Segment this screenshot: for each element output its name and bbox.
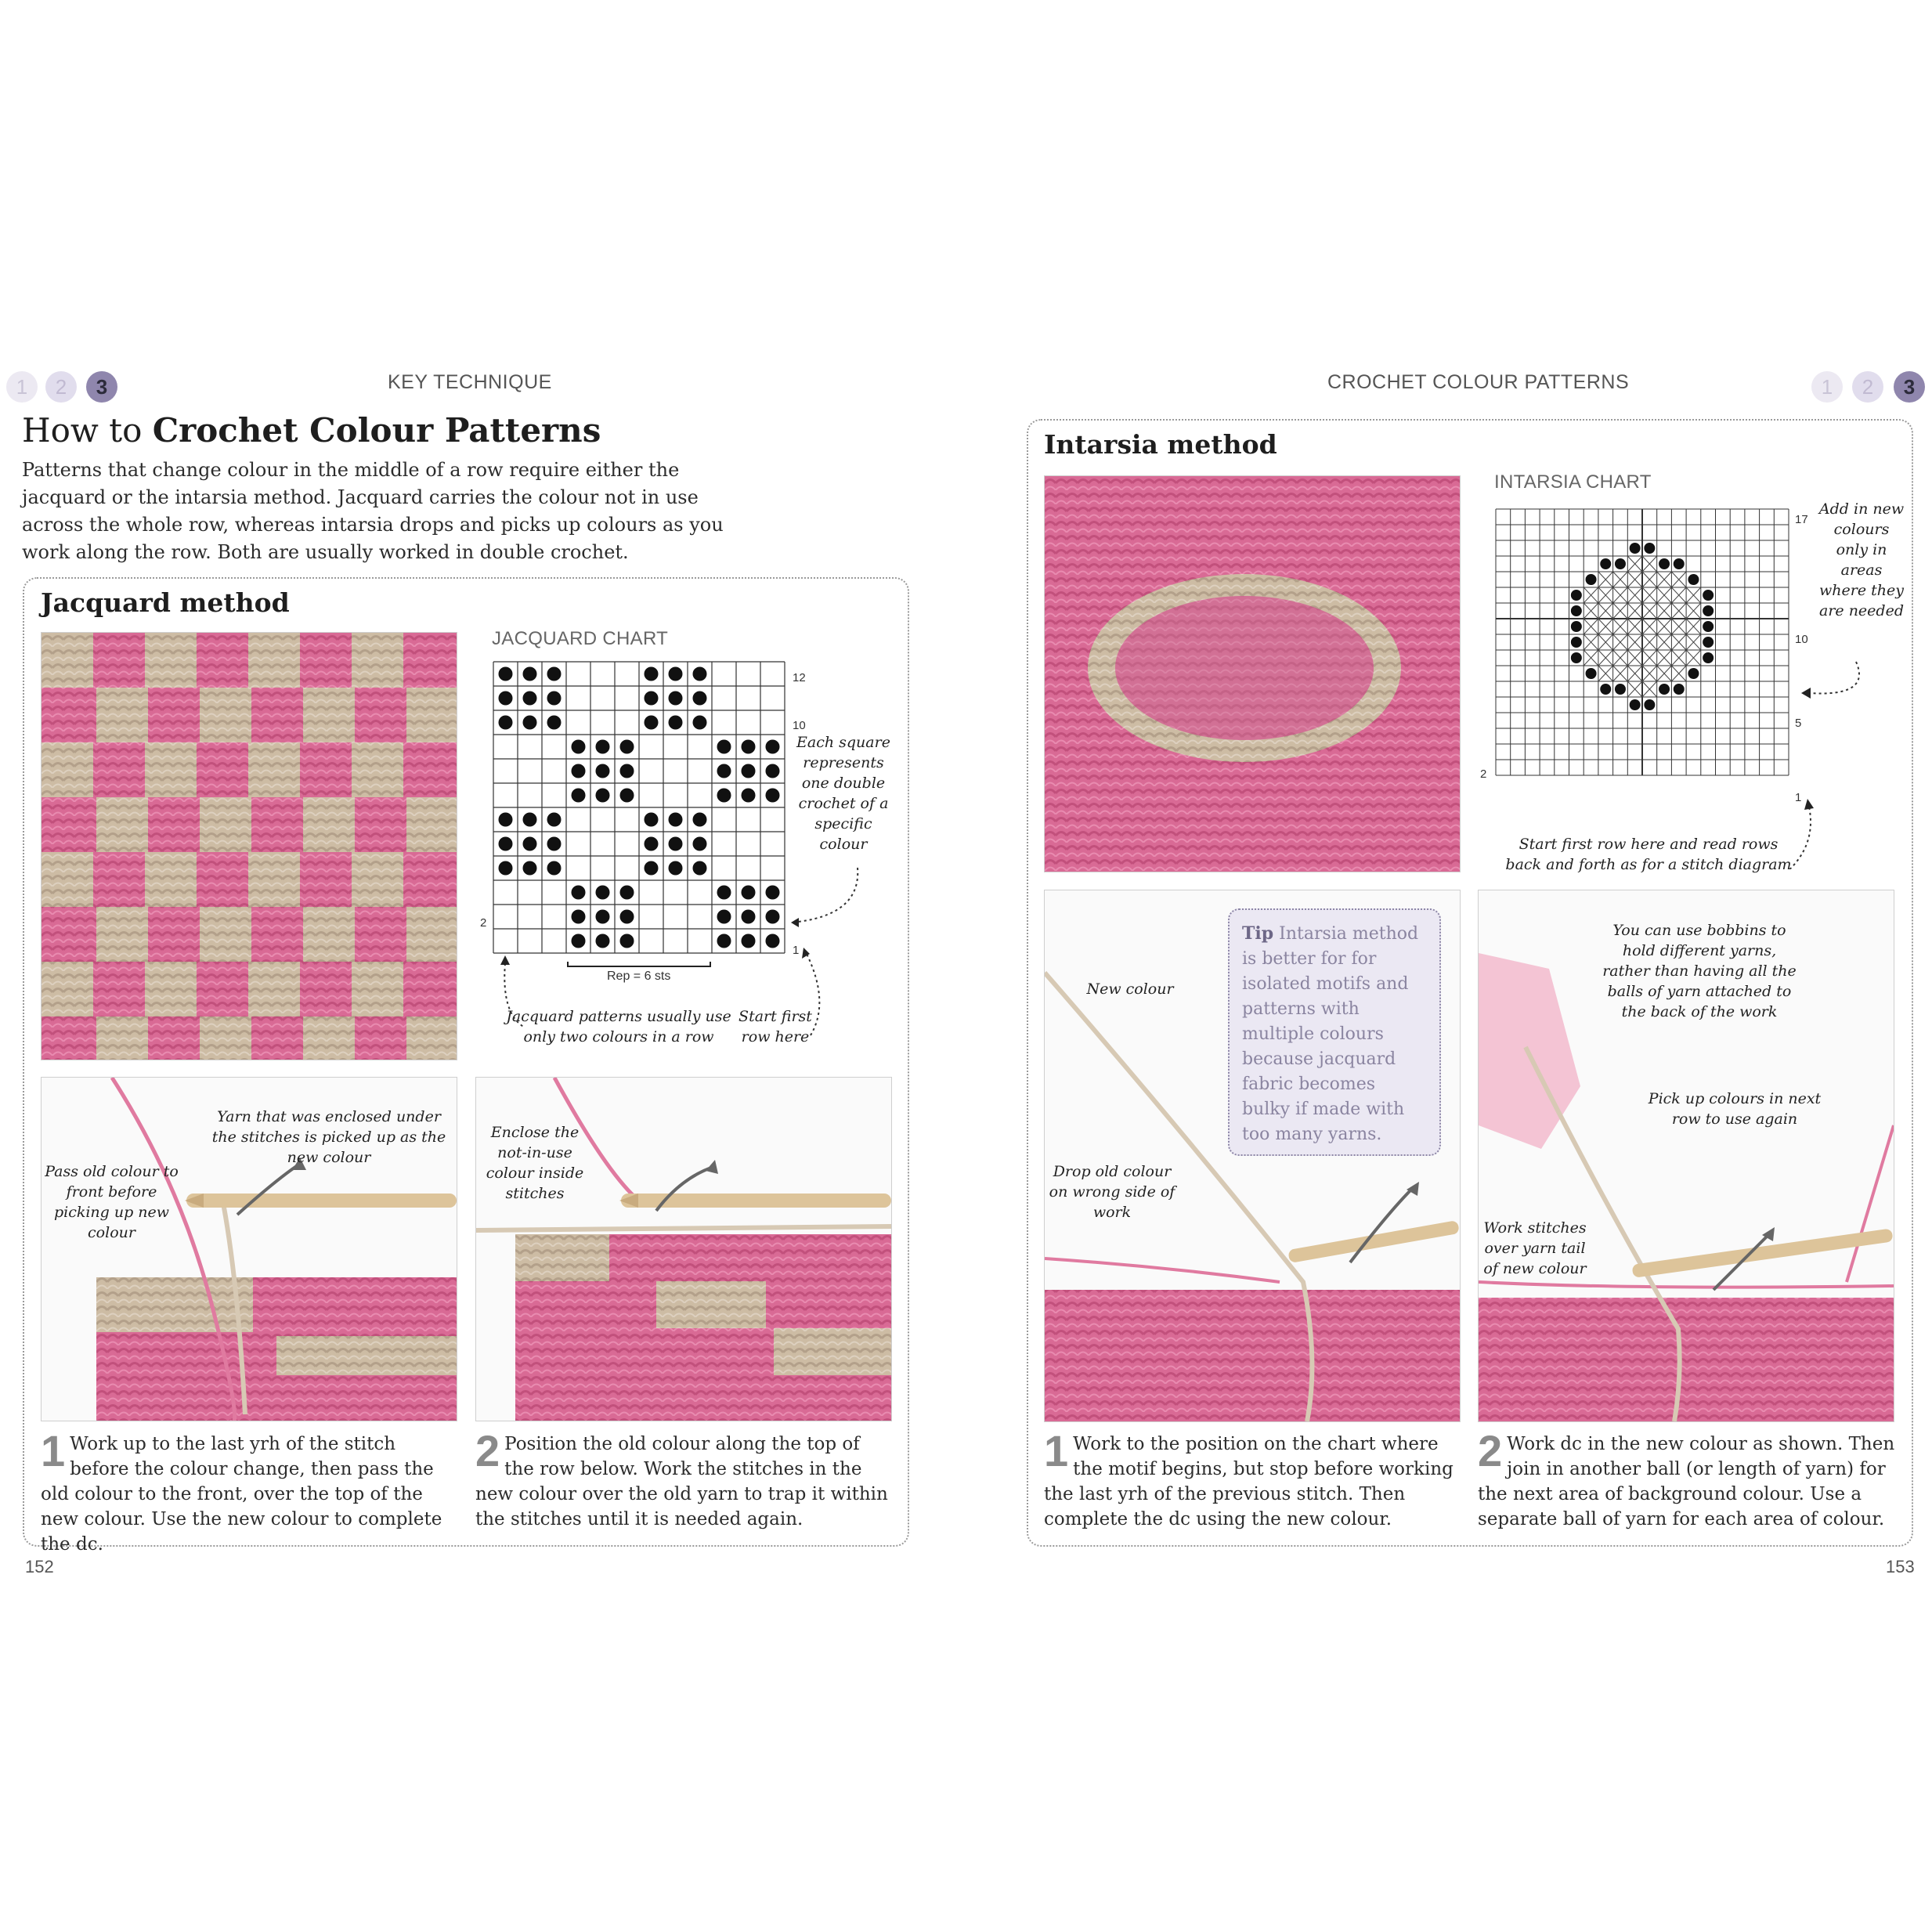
swatch-block: [248, 633, 300, 688]
swatch-block: [303, 797, 355, 852]
jacquard-swatch-photo: [41, 632, 457, 1060]
step-indicator-2: 2: [45, 371, 77, 403]
intarsia-step1-text: Work to the position on the chart where the motif begins, but stop before working the last yrh of the previous stitch. Then complete the dc using the new colour.: [1044, 1434, 1454, 1529]
swatch-block: [303, 1017, 355, 1060]
swatch-block: [406, 688, 457, 742]
swatch-block: [96, 688, 148, 742]
swatch-block: [96, 797, 148, 852]
chart-dot: [693, 692, 707, 706]
swatch-block: [145, 633, 197, 688]
note-add-new-colours: Add in new colours only in areas where they are needed: [1818, 500, 1905, 619]
intarsia-tick-2: 2: [1480, 767, 1487, 781]
chart-dot: [645, 716, 659, 730]
intarsia-step1: [1044, 1426, 1463, 1532]
chart-dot: [547, 692, 562, 706]
chart-dot: [1644, 699, 1655, 710]
swatch-block: [248, 852, 300, 907]
chart-dot: [717, 789, 731, 803]
chart-dot: [1586, 668, 1597, 679]
intarsia-tick-5: 5: [1795, 717, 1802, 730]
tip-text: Intarsia method is better for for isolated motifs and patterns with multiple colours because jacquard fabric becomes bulky if made with too many yarns.: [1242, 924, 1419, 1144]
page-title-prefix: How to: [22, 411, 153, 450]
jacquard-step2: [475, 1426, 894, 1532]
note-start-first-row: Start first row here: [738, 1008, 812, 1045]
swatch-block: [96, 1017, 148, 1060]
swatch-block: [145, 962, 197, 1017]
jacquard-title: Jacquard method: [41, 587, 290, 618]
chart-dot: [669, 667, 683, 681]
chart-dot: [499, 813, 513, 827]
swatch-block: [145, 852, 197, 907]
chart-dot: [1659, 684, 1670, 695]
chart-dot: [572, 740, 586, 754]
chart-dot: [1674, 558, 1685, 569]
chart-dot: [645, 837, 659, 851]
swatch-block: [200, 1017, 251, 1060]
running-header-right: CROCHET COLOUR PATTERNS: [1327, 371, 1630, 393]
running-header-left: KEY TECHNIQUE: [388, 371, 552, 393]
intarsia-step2: [1478, 1426, 1897, 1532]
page-title: [22, 411, 601, 450]
jacquard-swatch-image: [42, 633, 457, 1060]
intarsia-tick-17: 17: [1795, 513, 1808, 526]
note-pick-up-colours: Pick up colours in next row to use again: [1648, 1090, 1822, 1128]
swatch-block: [42, 852, 93, 907]
note-new-colour: New colour: [1086, 980, 1174, 998]
chart-dot: [669, 716, 683, 730]
chart-dot: [669, 813, 683, 827]
page-number-right: 153: [1886, 1557, 1915, 1576]
intarsia-title: Intarsia method: [1044, 429, 1277, 460]
intarsia-swatch-photo: [1044, 475, 1461, 872]
chart-dot: [523, 692, 537, 706]
chart-dot: [1644, 543, 1655, 554]
intarsia-callout-arrows: [1778, 650, 1919, 869]
chart-dot: [1703, 605, 1714, 616]
swatch-block: [248, 742, 300, 797]
swatch-block: [42, 633, 93, 688]
chart-dot: [596, 789, 610, 803]
intarsia-swatch-image: [1045, 476, 1460, 872]
chart-dot: [645, 667, 659, 681]
chart-dot: [742, 740, 756, 754]
chart-dot: [693, 716, 707, 730]
chart-dot: [717, 740, 731, 754]
chart-dot: [1659, 558, 1670, 569]
jacquard-step1-number: 1: [41, 1426, 66, 1475]
swatch-block: [352, 633, 403, 688]
chart-dot: [499, 692, 513, 706]
chart-dot: [1571, 590, 1582, 601]
chart-dot: [523, 837, 537, 851]
chart-dot: [645, 692, 659, 706]
chart-dot: [1703, 652, 1714, 663]
intarsia-tick-1: 1: [1795, 791, 1802, 804]
step-indicator-3-right: 3: [1894, 371, 1925, 403]
note-enclose: Enclose the not-in-use colour inside stitches: [486, 1124, 584, 1202]
swatch-block: [352, 852, 403, 907]
jacquard-chart-label: JACQUARD CHART: [492, 628, 669, 649]
chart-dot: [766, 740, 780, 754]
step-indicator-3: 3: [86, 371, 117, 403]
jacquard-step1-text: Work up to the last yrh of the stitch before the colour change, then pass the old colour to the front, over the top of the new colour. Use the new colour to complete the dc.: [41, 1434, 442, 1555]
note-start-intarsia: Start first row here and read rows back and forth as for a stitch diagram: [1505, 836, 1792, 873]
note-yarn-enclosed: Yarn that was enclosed under the stitches is picked up as the new colour: [211, 1108, 446, 1166]
chart-dot: [499, 716, 513, 730]
chart-dot: [620, 740, 634, 754]
chart-dot: [1703, 637, 1714, 648]
chart-dot: [1674, 684, 1685, 695]
swatch-block: [42, 742, 93, 797]
chart-dot: [547, 813, 562, 827]
chart-dot: [547, 837, 562, 851]
swatch-block: [200, 797, 251, 852]
chart-dot: [547, 667, 562, 681]
chart-dot: [669, 837, 683, 851]
note-two-colours: Jacquard patterns usually use only two colours in a row: [506, 1008, 731, 1045]
intro-paragraph: Patterns that change colour in the middle of a row require either the jacquard or the intarsia method. Jacquard carries the colour not in use across the whole row, whereas intarsia drops and picks up colours as you work along the row. Both are usually worked in double crochet.: [22, 459, 724, 563]
chart-dot: [620, 789, 634, 803]
intarsia-chart: [1492, 505, 1805, 803]
jacquard-tick-1: 1: [793, 944, 800, 957]
intarsia-tick-10: 10: [1795, 633, 1808, 646]
rep-label: Rep = 6 sts: [607, 970, 671, 983]
chart-dot: [1615, 684, 1626, 695]
swatch-block: [145, 742, 197, 797]
jacquard-callout-arrows: [486, 854, 908, 1057]
tip-label: Tip: [1242, 923, 1274, 944]
chart-dot: [1571, 652, 1582, 663]
swatch-block: [200, 688, 251, 742]
chart-dot: [523, 716, 537, 730]
chart-dot: [596, 740, 610, 754]
chart-dot: [669, 692, 683, 706]
chart-dot: [523, 667, 537, 681]
chart-dot: [1600, 684, 1611, 695]
swatch-block: [406, 907, 457, 962]
chart-dot: [572, 789, 586, 803]
chart-dot: [1688, 574, 1699, 585]
swatch-block: [352, 962, 403, 1017]
chart-dot: [547, 716, 562, 730]
note-bobbins: You can use bobbins to hold different yarns, rather than having all the balls of yarn attached to the back of the work: [1602, 922, 1797, 1020]
chart-dot: [1571, 621, 1582, 632]
chart-dot: [1630, 543, 1641, 554]
swatch-block: [200, 907, 251, 962]
step-indicator-1-right: 1: [1811, 371, 1843, 403]
jacquard-tick-2: 2: [480, 916, 487, 930]
jacquard-step2-text: Position the old colour along the top of the row below. Work the stitches in the new colour over the old yarn to trap it within the stitches until it is needed again.: [475, 1434, 888, 1529]
chart-dot: [1703, 621, 1714, 632]
step-indicator-1: 1: [6, 371, 38, 403]
chart-dot: [1571, 605, 1582, 616]
jacquard-step1: [41, 1426, 460, 1557]
note-pass-old-colour: Pass old colour to front before picking up new colour: [45, 1163, 179, 1241]
chart-dot: [1600, 558, 1611, 569]
chart-dot: [596, 764, 610, 778]
chart-dot: [1571, 637, 1582, 648]
chart-dot: [693, 667, 707, 681]
jacquard-tick-12: 12: [793, 671, 806, 684]
chart-dot: [742, 789, 756, 803]
swatch-block: [42, 962, 93, 1017]
chart-dot: [766, 789, 780, 803]
swatch-block: [303, 688, 355, 742]
chart-dot: [572, 764, 586, 778]
jacquard-step2-number: 2: [475, 1426, 500, 1475]
step-indicator-2-right: 2: [1852, 371, 1883, 403]
chart-dot: [645, 813, 659, 827]
note-work-over-tail: Work stitches over yarn tail of new colour: [1483, 1219, 1587, 1277]
swatch-block: [352, 742, 403, 797]
swatch-block: [406, 797, 457, 852]
chart-dot: [1688, 668, 1699, 679]
page-number-left: 152: [25, 1557, 54, 1576]
chart-dot: [693, 837, 707, 851]
swatch-block: [248, 962, 300, 1017]
chart-dot: [1703, 590, 1714, 601]
chart-dot: [499, 667, 513, 681]
chart-dot: [523, 813, 537, 827]
note-drop-old-colour: Drop old colour on wrong side of work: [1049, 1163, 1175, 1221]
chart-dot: [766, 764, 780, 778]
page-title-bold: Crochet Colour Patterns: [152, 411, 601, 450]
chart-dot: [499, 837, 513, 851]
swatch-block: [406, 1017, 457, 1060]
chart-dot: [717, 764, 731, 778]
intarsia-step2-text: Work dc in the new colour as shown. Then join in another ball (or length of yarn) for the next area of background colour. Use a separate ball of yarn for each area of colour.: [1478, 1434, 1895, 1529]
chart-dot: [620, 764, 634, 778]
intarsia-step2-number: 2: [1478, 1426, 1503, 1475]
tip-box: [1228, 908, 1441, 1156]
swatch-block: [96, 907, 148, 962]
chart-dot: [1615, 558, 1626, 569]
chart-dot: [742, 764, 756, 778]
chart-dot: [1586, 574, 1597, 585]
intarsia-step1-number: 1: [1044, 1426, 1069, 1475]
note-each-square: Each square represents one double crochet of a specific colour: [796, 734, 890, 853]
intarsia-chart-label: INTARSIA CHART: [1494, 471, 1652, 493]
swatch-block: [303, 907, 355, 962]
chart-dot: [1630, 699, 1641, 710]
jacquard-tick-10: 10: [793, 719, 806, 732]
chart-dot: [693, 813, 707, 827]
